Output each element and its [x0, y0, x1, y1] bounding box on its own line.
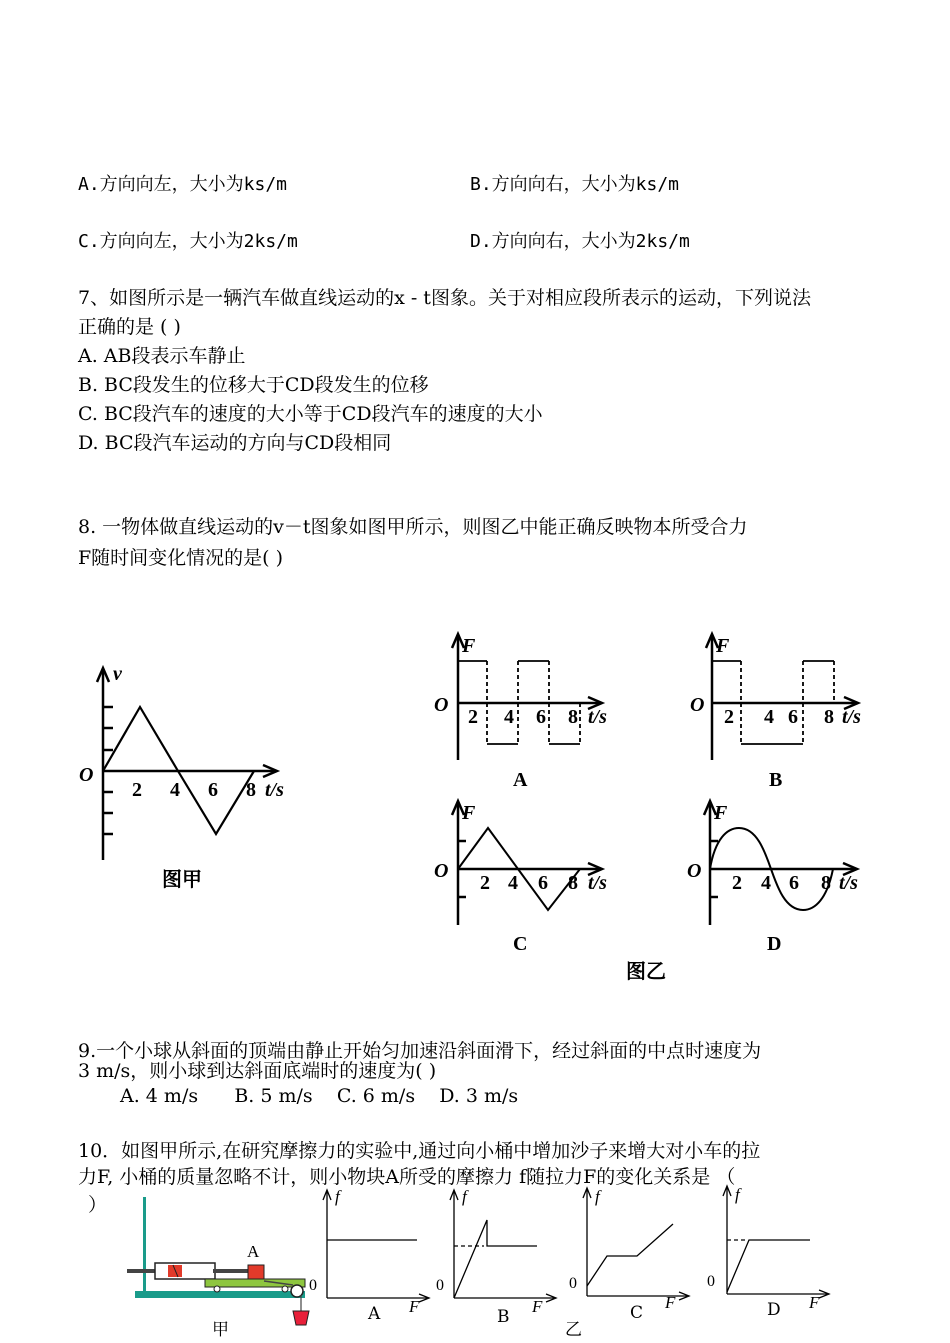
optA-ylabel: F	[462, 635, 476, 657]
optB-xlabel: t/s	[842, 706, 861, 728]
q10d-origin: 0	[707, 1273, 715, 1290]
q10b-xlabel: F	[532, 1297, 543, 1316]
q10d-xlabel: F	[809, 1293, 820, 1312]
q8-stem-line2: F随时间变化情况的是( )	[78, 547, 284, 569]
q7-stem-line1: 7、如图所示是一辆汽车做直线运动的x - t图象。关于对相应段所表示的运动，下列说法	[78, 287, 811, 309]
q10a-origin: 0	[309, 1277, 317, 1294]
optA-xlabel: t/s	[588, 706, 607, 728]
jia-tick-2: 2	[132, 779, 142, 801]
q10-graph-d	[705, 1184, 835, 1312]
q10-graph-c-letter: C	[630, 1303, 644, 1323]
q7-stem-line2: 正确的是 ( )	[78, 316, 181, 338]
q10b-ylabel: f	[462, 1187, 467, 1206]
q10-graph-b	[432, 1187, 562, 1316]
q7-option-c: C. BC段汽车的速度的大小等于CD段汽车的速度的大小	[78, 403, 543, 425]
jia-xlabel: t/s	[265, 779, 284, 801]
jia-ylabel: v	[113, 663, 122, 685]
optD-tick-2: 2	[732, 872, 742, 894]
optD-tick-4: 4	[761, 872, 771, 894]
optB-tick-8: 8	[824, 706, 834, 728]
optD-origin: O	[687, 860, 702, 882]
optD-tick-6: 6	[789, 872, 799, 894]
q10d-ylabel: f	[735, 1185, 740, 1204]
optC-tick-6: 6	[538, 872, 548, 894]
q10-graph-b-letter: B	[497, 1307, 510, 1327]
jia-tick-6: 6	[208, 779, 218, 801]
q10a-xlabel: F	[409, 1297, 420, 1316]
q10-stem-line3: ）	[88, 1194, 108, 1216]
optC-tick-8: 8	[568, 872, 578, 894]
optA-tick-4: 4	[504, 706, 514, 728]
jia-tick-8: 8	[246, 779, 256, 801]
q6-option-a: A.方向向左，大小为ks/m	[78, 174, 288, 195]
q9-options: A. 4 m/s B. 5 m/s C. 6 m/s D. 3 m/s	[120, 1085, 519, 1107]
optC-tick-4: 4	[508, 872, 518, 894]
q7-option-a: A. AB段表示车静止	[78, 345, 246, 367]
q10-graph-d-letter: D	[767, 1300, 781, 1320]
q10-fig-jia-caption: 甲	[212, 1320, 229, 1340]
q8-figure-jia	[75, 660, 305, 900]
q9-stem-line2: 3 m/s，则小球到达斜面底端时的速度为( )	[78, 1060, 437, 1082]
optA-tick-6: 6	[536, 706, 546, 728]
optD-ylabel: F	[714, 802, 728, 824]
optD-xlabel: t/s	[839, 872, 858, 894]
q8-option-b-graph	[690, 630, 890, 770]
q10-graph-a-letter: A	[368, 1304, 381, 1324]
q10-graph-c	[565, 1186, 695, 1311]
jia-origin: O	[79, 764, 94, 786]
q10-apparatus-figure	[125, 1195, 325, 1330]
q10b-origin: 0	[436, 1277, 444, 1294]
optB-tick-6: 6	[788, 706, 798, 728]
block-a-label: A	[247, 1242, 260, 1261]
q7-option-d: D. BC段汽车运动的方向与CD段相同	[78, 432, 392, 454]
q8-option-a-letter: A	[513, 769, 528, 791]
q10-graph-a	[305, 1187, 435, 1316]
q9-stem-line1: 9.一个小球从斜面的顶端由静止开始匀加速沿斜面滑下，经过斜面的中点时速度为	[78, 1040, 762, 1062]
optA-tick-8: 8	[568, 706, 578, 728]
optD-tick-8: 8	[821, 872, 831, 894]
q8-option-c-letter: C	[513, 933, 528, 955]
q10c-origin: 0	[569, 1275, 577, 1292]
optB-ylabel: F	[716, 635, 730, 657]
optA-origin: O	[434, 694, 449, 716]
optC-tick-2: 2	[480, 872, 490, 894]
optB-tick-4: 4	[764, 706, 774, 728]
optB-origin: O	[690, 694, 705, 716]
q8-option-b-letter: B	[769, 769, 783, 791]
q7-option-b: B. BC段发生的位移大于CD段发生的位移	[78, 374, 429, 396]
optA-tick-2: 2	[468, 706, 478, 728]
q6-option-c: C.方向向左，大小为2ks/m	[78, 231, 298, 252]
q8-fig-yi-caption: 图乙	[626, 959, 666, 983]
q8-option-c-graph	[430, 797, 630, 932]
jia-tick-4: 4	[170, 779, 180, 801]
optB-tick-2: 2	[724, 706, 734, 728]
q10a-ylabel: f	[335, 1187, 340, 1206]
q6-option-b: B.方向向右，大小为ks/m	[470, 174, 680, 195]
q8-stem-line1: 8. 一物体做直线运动的v－t图象如图甲所示，则图乙中能正确反映物本所受合力	[78, 516, 748, 538]
optC-ylabel: F	[462, 802, 476, 824]
q8-fig-jia-caption: 图甲	[162, 867, 202, 891]
q8-option-a-graph	[430, 630, 630, 770]
q10-stem-line2: 力F, 小桶的质量忽略不计，则小物块A所受的摩擦力 f随拉力F的变化关系是 （	[78, 1166, 736, 1188]
q10c-xlabel: F	[665, 1293, 676, 1312]
q8-option-d-graph	[685, 797, 885, 932]
optC-origin: O	[434, 860, 449, 882]
q8-option-d-letter: D	[767, 933, 782, 955]
optC-xlabel: t/s	[588, 872, 607, 894]
q10-fig-yi-caption: 乙	[565, 1320, 582, 1340]
q10c-ylabel: f	[595, 1187, 600, 1206]
q10-stem-line1: 10．如图甲所示,在研究摩擦力的实验中,通过向小桶中增加沙子来增大对小车的拉	[78, 1140, 761, 1162]
q6-option-d: D.方向向右，大小为2ks/m	[470, 231, 690, 252]
